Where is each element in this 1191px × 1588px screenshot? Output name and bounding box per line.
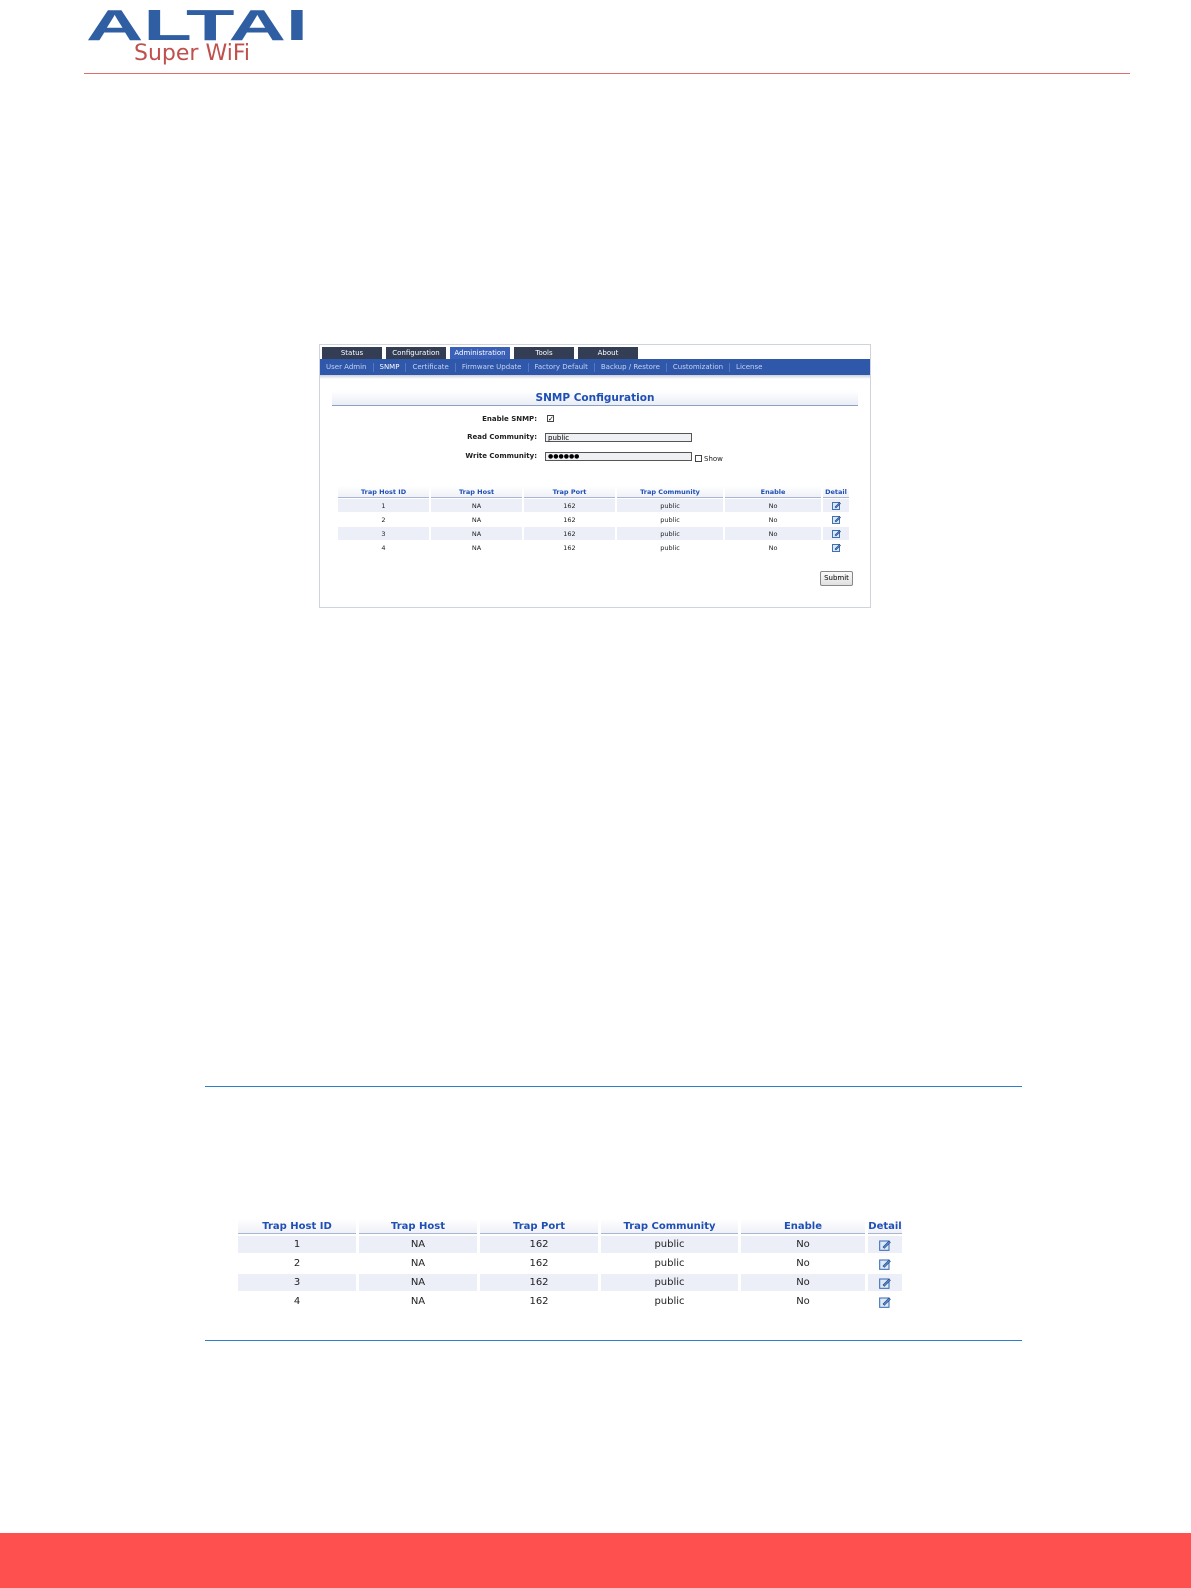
col-header-detail: Detail: [823, 486, 849, 498]
col-header-enable: Enable: [725, 486, 821, 498]
cell-trap-community: public: [617, 527, 723, 540]
col-header-trap-host: Trap Host: [359, 1219, 477, 1234]
cell-detail: [868, 1293, 902, 1310]
cell-enable: No: [796, 1296, 810, 1307]
cell-trap-community: public: [660, 543, 680, 552]
cell-detail: [823, 527, 849, 540]
col-header-trap-host: Trap Host: [431, 486, 522, 498]
cell-trap-host-id: 2: [293, 1258, 301, 1269]
cell-enable: No: [741, 1236, 865, 1253]
cell-trap-host: NA: [431, 499, 522, 512]
cell-trap-community: public: [617, 499, 723, 512]
section-divider-top: [205, 1086, 1022, 1087]
cell-enable: No: [725, 527, 821, 540]
col-header-detail: Detail: [868, 1219, 902, 1234]
subnav-license[interactable]: License: [736, 362, 763, 371]
table-row: [238, 1274, 902, 1291]
col-header-trap-port: Trap Port: [524, 486, 615, 498]
page-title: SNMP Configuration: [332, 391, 858, 406]
edit-icon[interactable]: [879, 1296, 891, 1308]
col-header-enable: Enable: [741, 1219, 865, 1234]
edit-icon[interactable]: [832, 529, 841, 538]
cell-trap-community: public: [654, 1296, 685, 1307]
cell-trap-host-id: 1: [338, 499, 429, 512]
tab-administration[interactable]: Administration: [450, 347, 510, 359]
cell-trap-port: 162: [529, 1296, 549, 1307]
cell-enable: No: [741, 1274, 865, 1291]
cell-detail: [868, 1236, 902, 1253]
table-row: [238, 1293, 902, 1310]
snmp-screenshot: [319, 344, 871, 608]
tab-about[interactable]: About: [578, 347, 638, 359]
trap-host-table-small: [336, 485, 851, 555]
cell-detail: [823, 513, 849, 526]
write-community-input[interactable]: ●●●●●●: [545, 452, 692, 461]
section-divider-bottom: [205, 1340, 1022, 1341]
tab-configuration[interactable]: Configuration: [386, 347, 446, 359]
cell-trap-port: 162: [529, 1258, 549, 1269]
col-header-trap-port: Trap Port: [480, 1219, 598, 1234]
cell-detail: [823, 541, 849, 554]
cell-detail: [823, 499, 849, 512]
cell-trap-community: public: [660, 515, 680, 524]
edit-icon[interactable]: [879, 1277, 891, 1289]
cell-detail: [868, 1255, 902, 1272]
subnav-customization[interactable]: Customization: [667, 363, 730, 372]
table-row: [338, 499, 849, 512]
subnav-backup-restore[interactable]: Backup / Restore: [595, 363, 667, 372]
read-community-input[interactable]: public: [545, 433, 692, 442]
subnav-firmware-update[interactable]: Firmware Update: [456, 363, 529, 372]
trap-host-table: [235, 1217, 905, 1312]
logo-tagline-text: Super WiFi: [134, 41, 250, 66]
write-community-label: Write Community:: [465, 452, 537, 460]
cell-enable: No: [725, 499, 821, 512]
read-community-label: Read Community:: [467, 433, 537, 441]
cell-enable: No: [768, 515, 778, 524]
table-row: [338, 541, 849, 554]
subnav-shadow: [320, 375, 870, 379]
cell-enable: No: [768, 543, 778, 552]
cell-trap-port: 162: [524, 499, 615, 512]
enable-snmp-label: Enable SNMP:: [482, 415, 537, 423]
col-header-trap-community: Trap Community: [601, 1219, 738, 1234]
subnav-user-admin[interactable]: User Admin: [320, 363, 374, 372]
cell-trap-community: public: [601, 1274, 738, 1291]
edit-icon[interactable]: [832, 543, 841, 552]
enable-snmp-checkbox[interactable]: ✓: [548, 415, 554, 423]
table-row: [338, 513, 849, 526]
col-header-trap-host-id: Trap Host ID: [338, 486, 429, 498]
table-row: [338, 527, 849, 540]
header-divider: [84, 73, 1130, 74]
cell-trap-host: NA: [431, 527, 522, 540]
cell-trap-host: NA: [471, 515, 482, 524]
cell-trap-host: NA: [410, 1258, 426, 1269]
altai-logo: [86, 4, 316, 68]
edit-icon[interactable]: [879, 1258, 891, 1270]
tab-tools[interactable]: Tools: [514, 347, 574, 359]
col-header-trap-host-id: Trap Host ID: [238, 1219, 356, 1234]
cell-trap-host-id: 3: [338, 527, 429, 540]
cell-trap-host-id: 4: [293, 1296, 301, 1307]
cell-trap-host: NA: [471, 543, 482, 552]
cell-trap-host: NA: [359, 1236, 477, 1253]
cell-trap-community: public: [601, 1236, 738, 1253]
cell-detail: [868, 1274, 902, 1291]
cell-trap-port: 162: [524, 527, 615, 540]
cell-trap-host-id: 3: [238, 1274, 356, 1291]
cell-trap-host-id: 4: [381, 543, 386, 552]
col-header-trap-community: Trap Community: [617, 486, 723, 498]
show-password-checkbox[interactable]: [695, 455, 702, 462]
subnav-factory-default[interactable]: Factory Default: [529, 363, 595, 372]
subnav-certificate[interactable]: Certificate: [406, 363, 455, 372]
logo-brand-text: ALTAI: [86, 4, 308, 50]
edit-icon[interactable]: [879, 1239, 891, 1251]
edit-icon[interactable]: [832, 515, 841, 524]
sub-navigation: [320, 359, 870, 375]
cell-trap-port: 162: [563, 543, 576, 552]
cell-trap-host-id: 1: [238, 1236, 356, 1253]
submit-button[interactable]: Submit: [820, 571, 853, 586]
table-row: [238, 1236, 902, 1253]
edit-icon[interactable]: [832, 501, 841, 510]
cell-trap-port: 162: [480, 1236, 598, 1253]
show-password-label: Show: [704, 455, 723, 463]
tab-status[interactable]: Status: [322, 347, 382, 359]
main-tabs: [322, 347, 638, 359]
table-row: [238, 1255, 902, 1272]
cell-enable: No: [796, 1258, 810, 1269]
cell-trap-host: NA: [359, 1274, 477, 1291]
cell-trap-host-id: 2: [381, 515, 386, 524]
footer-band: [0, 1533, 1191, 1588]
cell-trap-community: public: [654, 1258, 685, 1269]
cell-trap-host: NA: [410, 1296, 426, 1307]
cell-trap-port: 162: [563, 515, 576, 524]
subnav-snmp[interactable]: SNMP: [374, 363, 407, 372]
cell-trap-port: 162: [480, 1274, 598, 1291]
